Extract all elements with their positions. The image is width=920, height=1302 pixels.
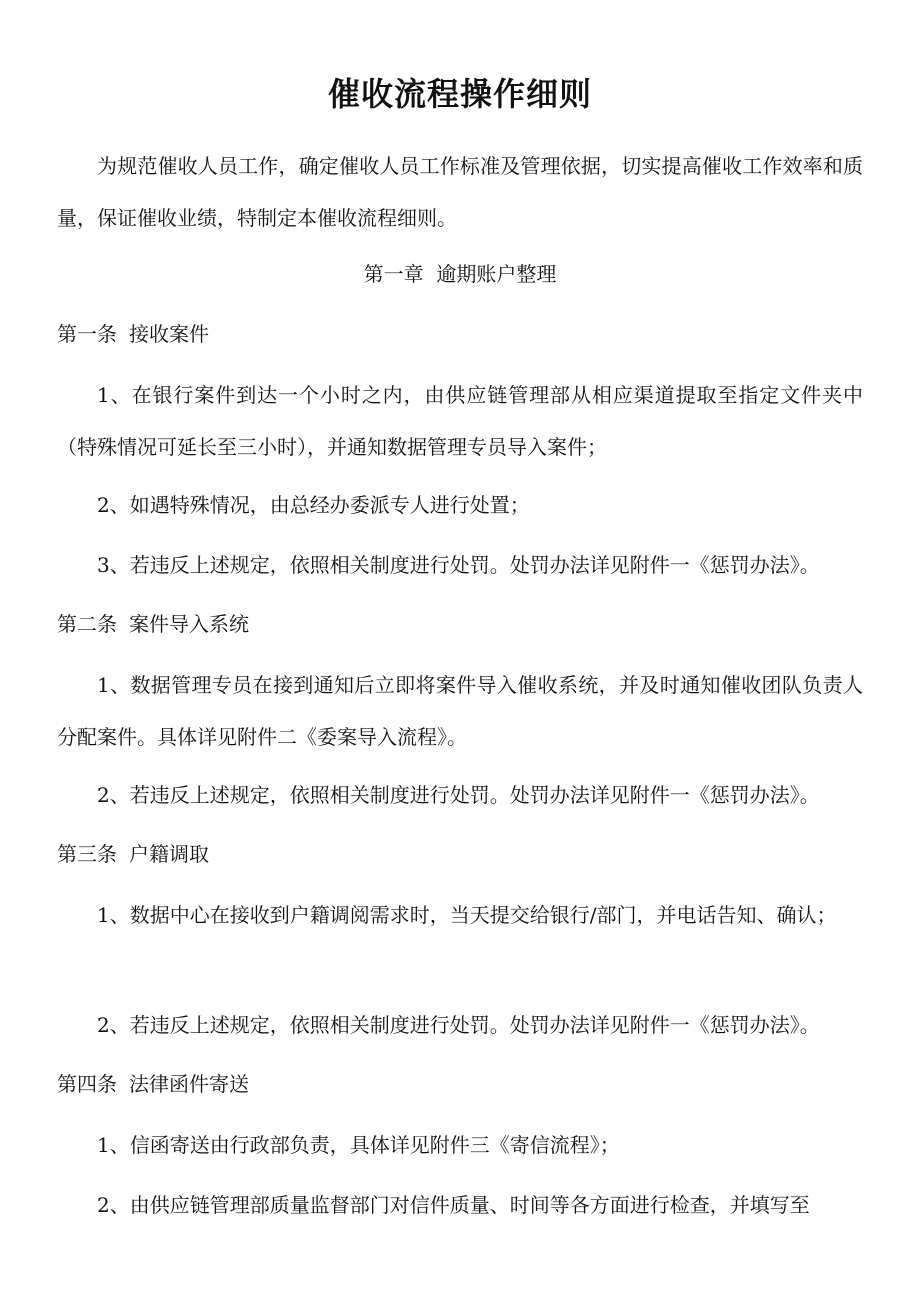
article-item: 2、若违反上述规定，依照相关制度进行处罚。处罚办法详见附件一《惩罚办法》。 [97, 783, 820, 807]
article-item: 1、数据管理专员在接到通知后立即将案件导入催收系统，并及时通知催收团队负责人分配案件。具体详见附件二《委案导入流程》。 [57, 673, 863, 749]
article-item: 2、若违反上述规定，依照相关制度进行处罚。处罚办法详见附件一《惩罚办法》。 [97, 1013, 820, 1037]
article-item: 1、数据中心在接收到户籍调阅需求时，当天提交给银行/部门，并电话告知、确认； [97, 903, 837, 927]
article-item: 1、在银行案件到达一个小时之内，由供应链管理部从相应渠道提取至指定文件夹中（特殊情况可延长至三小时），并通知数据管理专员导入案件； [57, 383, 863, 459]
article-item: 2、由供应链管理部质量监督部门对信件质量、时间等各方面进行检查，并填写至 [97, 1193, 810, 1217]
article-name: 接收案件 [129, 322, 209, 346]
article-item: 2、如遇特殊情况，由总经办委派专人进行处置； [97, 493, 530, 517]
intro-paragraph: 为规范催收人员工作，确定催收人员工作标准及管理依据，切实提高催收工作效率和质量，保证催收业绩，特制定本催收流程细则。 [57, 154, 863, 230]
article-heading [57, 598, 249, 650]
article-name: 案件导入系统 [129, 612, 249, 636]
article-number: 第二条 [57, 612, 117, 636]
article-number: 第三条 [57, 842, 117, 866]
document-title: 催收流程操作细则 [327, 75, 592, 113]
article-heading [57, 308, 209, 360]
article-heading [57, 828, 209, 880]
article-name: 法律函件寄送 [129, 1072, 249, 1096]
article-heading [57, 1058, 249, 1110]
article-item: 1、信函寄送由行政部负责，具体详见附件三《寄信流程》； [97, 1133, 620, 1157]
chapter-heading [57, 248, 863, 300]
article-item: 3、若违反上述规定，依照相关制度进行处罚。处罚办法详见附件一《惩罚办法》。 [97, 553, 820, 577]
article-number: 第四条 [57, 1072, 117, 1096]
chapter-name: 逾期账户整理 [436, 262, 557, 286]
article-name: 户籍调取 [129, 842, 209, 866]
article-number: 第一条 [57, 322, 117, 346]
chapter-number: 第一章 [363, 262, 424, 286]
